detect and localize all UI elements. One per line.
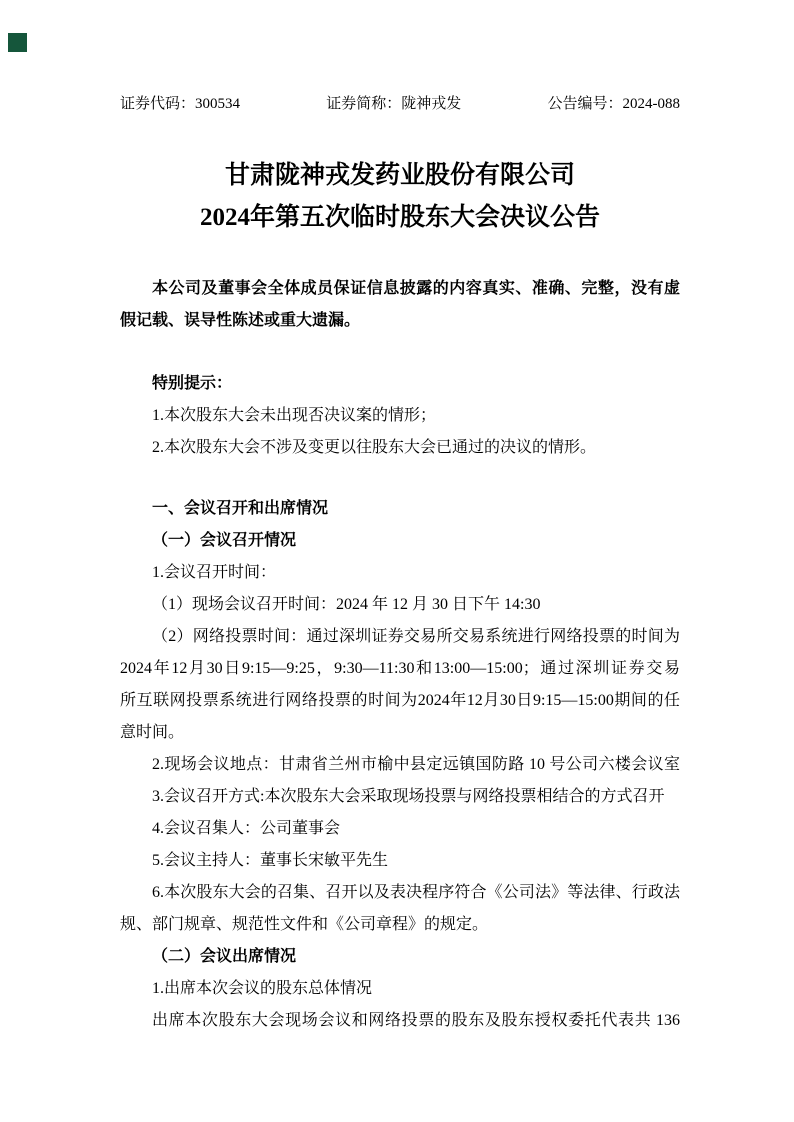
meeting-convener: 4.会议召集人：公司董事会 xyxy=(152,820,341,837)
notice-item-1: 1.本次股东大会未出现否决议案的情形； xyxy=(152,407,437,424)
announcement-title: 2024年第五次临时股东大会决议公告 xyxy=(199,204,600,231)
meeting-section xyxy=(120,493,680,1037)
meeting-host: 5.会议主持人：董事长宋敏平先生 xyxy=(152,852,389,869)
corner-marker xyxy=(8,33,27,52)
network-voting-line-3: 所互联网投票系统进行网络投票的时间为2024年12月30日9:15—15:00期间的任 xyxy=(120,692,680,709)
meeting-method: 3.会议召开方式:本次股东大会采取现场投票与网络投票相结合的方式召开 xyxy=(152,788,665,805)
convening-heading: （一）会议召开情况 xyxy=(152,532,297,549)
stock-name: 证券简称：陇神戎发 xyxy=(326,96,462,112)
network-voting-line-1: （2）网络投票时间：通过深圳证券交易所交易系统进行网络投票的时间为 xyxy=(152,628,680,645)
notice-item-2: 2.本次股东大会不涉及变更以往股东大会已通过的决议的情形。 xyxy=(152,439,597,456)
attendance-overview-label: 1.出席本次会议的股东总体情况 xyxy=(152,980,373,997)
document-header xyxy=(120,96,680,112)
disclosure-statement xyxy=(120,273,680,337)
onsite-meeting-time: （1）现场会议召开时间：2024 年 12 月 30 日下午 14:30 xyxy=(152,596,541,613)
statement-line-2: 假记载、误导性陈述或重大遗漏。 xyxy=(120,312,361,329)
meeting-time-label: 1.会议召开时间： xyxy=(152,564,277,581)
special-notice-heading: 特别提示： xyxy=(152,375,233,392)
network-voting-line-2: 2024年12月30日9:15—9:25，9:30—11:30和13:00—15:00；通过深圳证券交易 xyxy=(120,660,680,677)
network-voting-line-4: 意时间。 xyxy=(120,724,185,741)
statement-line-1: 本公司及董事会全体成员保证信息披露的内容真实、准确、完整，没有虚 xyxy=(152,280,680,297)
procedure-compliance-line-2: 规、部门规章、规范性文件和《公司章程》的规定。 xyxy=(120,916,489,933)
stock-code: 证券代码：300534 xyxy=(120,96,241,112)
announcement-number: 公告编号：2024-088 xyxy=(547,96,680,112)
procedure-compliance-line-1: 6.本次股东大会的召集、召开以及表决程序符合《公司法》等法律、行政法 xyxy=(152,884,680,901)
meeting-location: 2.现场会议地点：甘肃省兰州市榆中县定远镇国防路 10 号公司六楼会议室 xyxy=(152,756,680,773)
attendance-detail-line: 出席本次股东大会现场会议和网络投票的股东及股东授权委托代表共 136 xyxy=(152,1012,680,1029)
attendance-heading: （二）会议出席情况 xyxy=(152,948,297,965)
section-one-heading: 一、会议召开和出席情况 xyxy=(152,500,329,517)
special-notice xyxy=(120,368,680,464)
company-name-title: 甘肃陇神戎发药业股份有限公司 xyxy=(224,162,575,189)
